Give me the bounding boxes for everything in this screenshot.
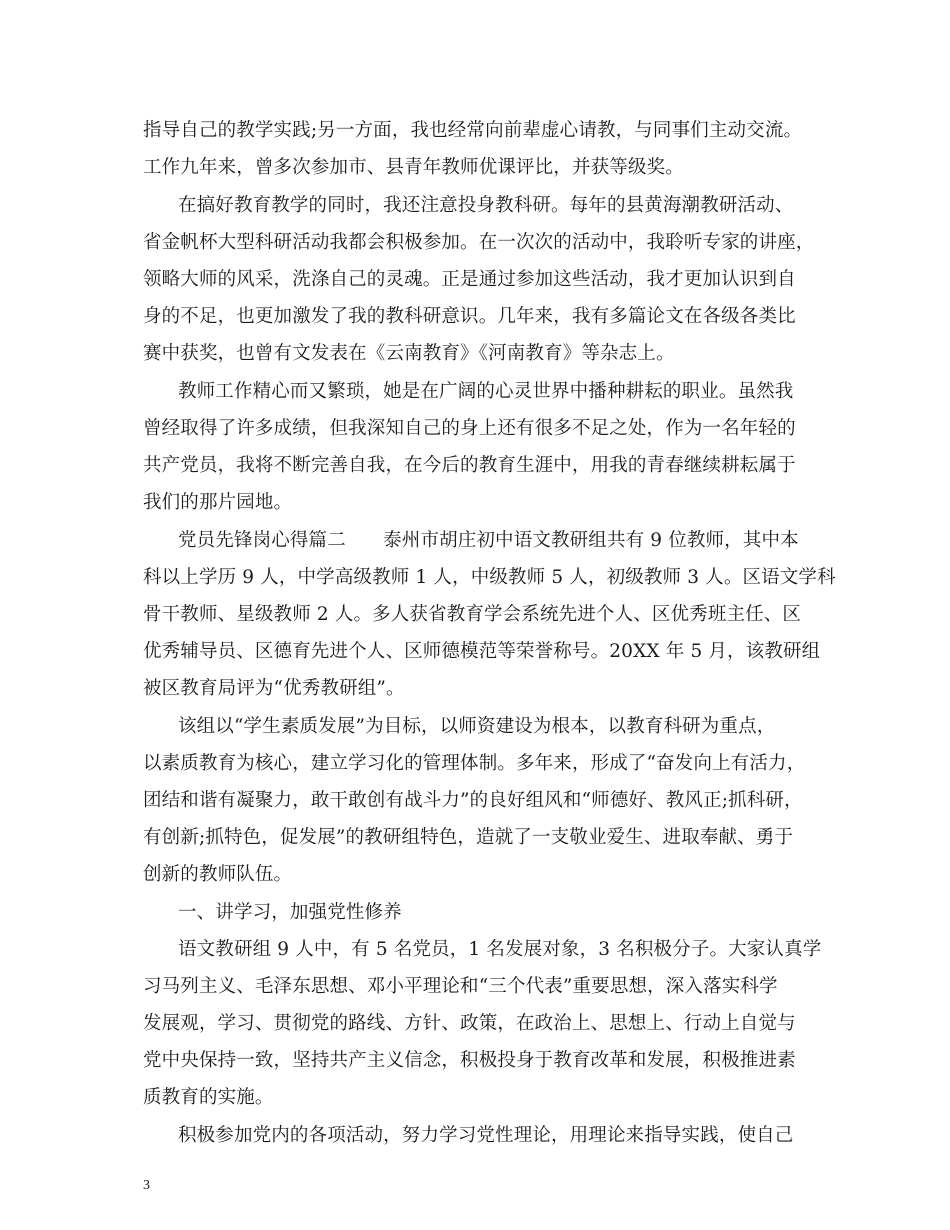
paragraph-start-line: 积极参加党内的各项活动，努力学习党性理论，用理论来指导实践，使自己 bbox=[178, 1125, 794, 1146]
paragraph-start-line: 该组以“学生素质发展”为目标，以师资建设为根本，以教育科研为重点， bbox=[178, 716, 776, 737]
text-line: 质教育的实施。 bbox=[143, 1087, 274, 1108]
text-line: 党中央保持一致，坚持共产主义信念，积极投身于教育改革和发展，积极推进素 bbox=[143, 1050, 796, 1071]
text-line: 创新的教师队伍。 bbox=[143, 864, 293, 885]
text-line: 有创新;抓特色，促发展”的教研组特色，造就了一支敬业爱生、进取奉献、勇于 bbox=[143, 827, 794, 848]
page-number: 3 bbox=[143, 1178, 150, 1193]
text-line: 工作九年来，曾多次参加市、县青年教师优课评比，并获等级奖。 bbox=[143, 157, 684, 178]
text-line: 习马列主义、毛泽东思想、邓小平理论和“三个代表”重要思想，深入落实科学 bbox=[143, 976, 778, 997]
text-line: 发展观，学习、贯彻党的路线、方针、政策，在政治上、思想上、行动上自觉与 bbox=[143, 1013, 796, 1034]
text-line: 领略大师的风采，洗涤自己的灵魂。正是通过参加这些活动，我才更加认识到自 bbox=[143, 269, 796, 290]
paragraph-start-line: 教师工作精心而又繁琐，她是在广阔的心灵世界中播种耕耘的职业。虽然我 bbox=[178, 381, 794, 402]
section-heading: 一、讲学习，加强党性修养 bbox=[178, 902, 402, 923]
text-line: 省金帆杯大型科研活动我都会积极参加。在一次次的活动中，我聆听专家的讲座， bbox=[143, 232, 815, 253]
text-line: 被区教育局评为“优秀教研组”。 bbox=[143, 678, 405, 699]
text-line: 团结和谐有凝聚力，敢干敢创有战斗力”的良好组风和“师德好、教风正;抓科研， bbox=[143, 790, 803, 811]
text-line: 科以上学历 9 人，中学高级教师 1 人，中级教师 5 人，初级教师 3 人。区语文学科 bbox=[143, 567, 836, 588]
text-line: 共产党员，我将不断完善自我，在今后的教育生涯中，用我的青春继续耕耘属于 bbox=[143, 455, 796, 476]
text-line: 以素质教育为核心，建立学习化的管理体制。多年来，形成了“奋发向上有活力， bbox=[143, 753, 806, 774]
text-line: 指导自己的教学实践;另一方面，我也经常向前辈虚心请教，与同事们主动交流。 bbox=[143, 120, 803, 141]
text-line: 我们的那片园地。 bbox=[143, 492, 293, 513]
text-line: 曾经取得了许多成绩，但我深知自己的身上还有很多不足之处，作为一名年轻的 bbox=[143, 418, 796, 439]
text-line: 优秀辅导员、区德育先进个人、区师德模范等荣誉称号。20XX 年 5 月，该教研组 bbox=[143, 641, 821, 662]
paragraph-start-line: 语文教研组 9 人中，有 5 名党员，1 名发展对象，3 名积极分子。大家认真学 bbox=[178, 939, 822, 960]
text-line: 身的不足，也更加激发了我的教科研意识。几年来，我有多篇论文在各级各类比 bbox=[143, 306, 796, 327]
paragraph-start-line: 在搞好教育教学的同时，我还注意投身教科研。每年的县黄海潮教研活动、 bbox=[178, 195, 794, 216]
text-line: 骨干教师、星级教师 2 人。多人获省教育学会系统先进个人、区优秀班主任、区 bbox=[143, 604, 802, 625]
paragraph-start-line: 党员先锋岗心得篇二 泰州市胡庄初中语文教研组共有 9 位教师，其中本 bbox=[178, 530, 799, 551]
text-line: 赛中获奖，也曾有文发表在《云南教育》《河南教育》等杂志上。 bbox=[143, 343, 675, 364]
